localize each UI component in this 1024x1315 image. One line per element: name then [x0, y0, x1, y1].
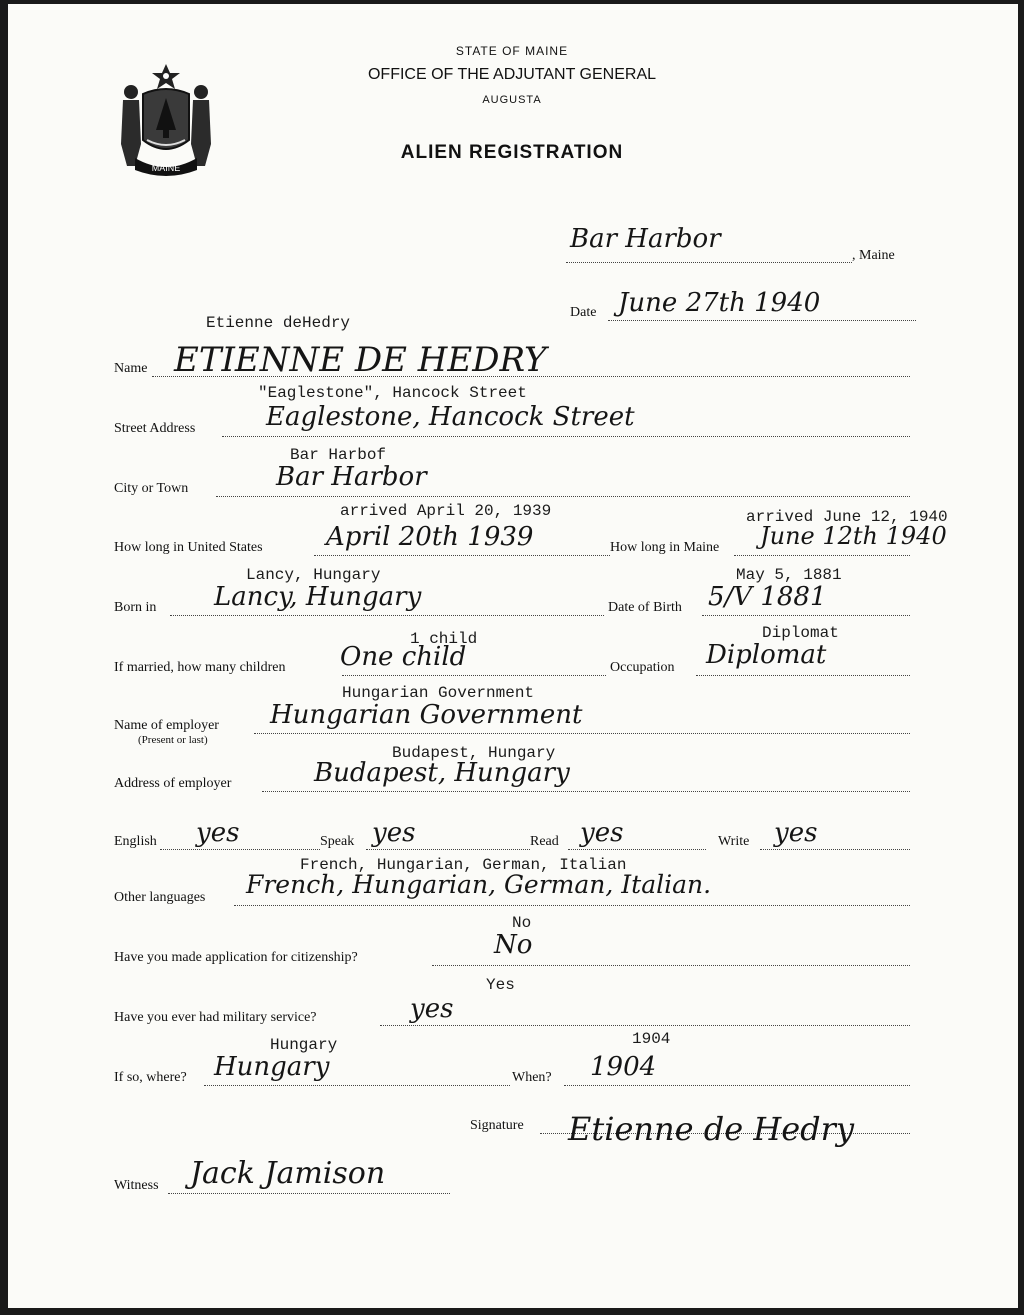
witness-handwritten: Jack Jamison [190, 1156, 386, 1191]
born-in-handwritten: Lancy, Hungary [214, 582, 422, 612]
write-handwritten: yes [774, 818, 818, 848]
other-languages-handwritten: French, Hungarian, German, Italian. [246, 870, 712, 899]
witness-label: Witness [114, 1178, 159, 1193]
other-languages-typed: French, Hungarian, German, Italian [300, 856, 627, 874]
birth-date-typed: May 5, 1881 [736, 566, 842, 584]
date-handwritten: June 27th 1940 [618, 288, 821, 318]
when-typed: 1904 [632, 1030, 671, 1048]
where-line [204, 1085, 510, 1086]
birth-date-line [702, 615, 910, 616]
children-line [342, 675, 606, 676]
employer-handwritten: Hungarian Government [270, 700, 583, 730]
street-line [222, 436, 910, 437]
us-time-line [314, 555, 610, 556]
when-handwritten: 1904 [590, 1052, 657, 1082]
military-line [380, 1025, 910, 1026]
form-title: ALIEN REGISTRATION [400, 142, 624, 163]
employer-address-label: Address of employer [114, 776, 232, 791]
office-heading: OFFICE OF THE ADJUTANT GENERAL [367, 66, 657, 83]
other-languages-line [234, 905, 910, 906]
write-line [760, 849, 910, 850]
city-typed: Bar Harbof [290, 446, 387, 464]
military-typed: Yes [486, 976, 515, 994]
born-in-line [170, 615, 604, 616]
children-handwritten: One child [340, 642, 467, 672]
speak-handwritten: yes [372, 818, 416, 848]
city-label: City or Town [114, 481, 189, 496]
other-languages-label: Other languages [114, 890, 206, 905]
citizenship-line [432, 965, 910, 966]
maine-time-label: How long in Maine [610, 540, 720, 555]
occupation-handwritten: Diplomat [706, 640, 827, 670]
city-line [216, 496, 910, 497]
street-handwritten: Eaglestone, Hancock Street [266, 402, 635, 432]
military-handwritten: yes [410, 994, 454, 1024]
witness-line [168, 1193, 450, 1194]
us-time-typed: arrived April 20, 1939 [340, 502, 552, 520]
maine-time-line [734, 555, 910, 556]
town-line [566, 262, 852, 263]
read-line [568, 849, 706, 850]
city-handwritten: Bar Harbor [276, 462, 427, 492]
where-handwritten: Hungary [214, 1052, 330, 1082]
children-label: If married, how many children [114, 660, 286, 675]
english-line [160, 849, 320, 850]
maine-time-typed: arrived June 12, 1940 [746, 508, 948, 526]
birth-date-label: Date of Birth [608, 600, 682, 615]
employer-line [254, 733, 910, 734]
read-handwritten: yes [580, 818, 624, 848]
state-heading: STATE OF MAINE [455, 44, 569, 58]
us-time-label: How long in United States [114, 540, 263, 555]
name-typed: Etienne deHedry [206, 314, 351, 332]
born-in-label: Born in [114, 600, 157, 615]
employer-typed: Hungarian Government [342, 684, 535, 702]
citizenship-typed: No [512, 914, 532, 932]
registration-form-page [8, 4, 1018, 1308]
occupation-typed: Diplomat [762, 624, 839, 642]
maine-label: , Maine [852, 248, 895, 263]
employer-sublabel: (Present or last) [138, 734, 208, 746]
born-in-typed: Lancy, Hungary [246, 566, 381, 584]
occupation-label: Occupation [610, 660, 675, 675]
children-typed: 1 child [410, 630, 478, 648]
maine-time-handwritten: June 12th 1940 [760, 522, 947, 550]
signature-label: Signature [470, 1118, 524, 1133]
employer-label: Name of employer [114, 718, 219, 733]
speak-label: Speak [320, 834, 355, 849]
citizenship-label: Have you made application for citizenship? [114, 950, 358, 965]
city-heading: AUGUSTA [482, 94, 542, 106]
where-label: If so, where? [114, 1070, 187, 1085]
name-handwritten: ETIENNE DE HEDRY [174, 340, 547, 380]
street-typed: "Eaglestone", Hancock Street [258, 384, 527, 402]
english-label: English [114, 834, 157, 849]
when-label: When? [512, 1070, 552, 1085]
date-label: Date [570, 305, 597, 320]
english-handwritten: yes [196, 818, 240, 848]
seal-banner-text: MAINE [151, 163, 181, 173]
when-line [564, 1085, 910, 1086]
employer-address-line [262, 791, 910, 792]
where-typed: Hungary [270, 1036, 338, 1054]
employer-address-handwritten: Budapest, Hungary [314, 758, 570, 788]
speak-line [366, 849, 530, 850]
town-handwritten: Bar Harbor [570, 224, 721, 254]
street-label: Street Address [114, 421, 196, 436]
birth-date-handwritten: 5/V 1881 [708, 582, 827, 612]
write-label: Write [718, 834, 750, 849]
date-line [608, 320, 916, 321]
employer-address-typed: Budapest, Hungary [392, 744, 556, 762]
military-label: Have you ever had military service? [114, 1010, 317, 1025]
occupation-line [696, 675, 910, 676]
signature-handwritten: Etienne de Hedry [568, 1110, 855, 1148]
read-label: Read [530, 834, 559, 849]
name-label: Name [114, 361, 148, 376]
us-time-handwritten: April 20th 1939 [326, 522, 534, 552]
citizenship-handwritten: No [494, 930, 533, 960]
